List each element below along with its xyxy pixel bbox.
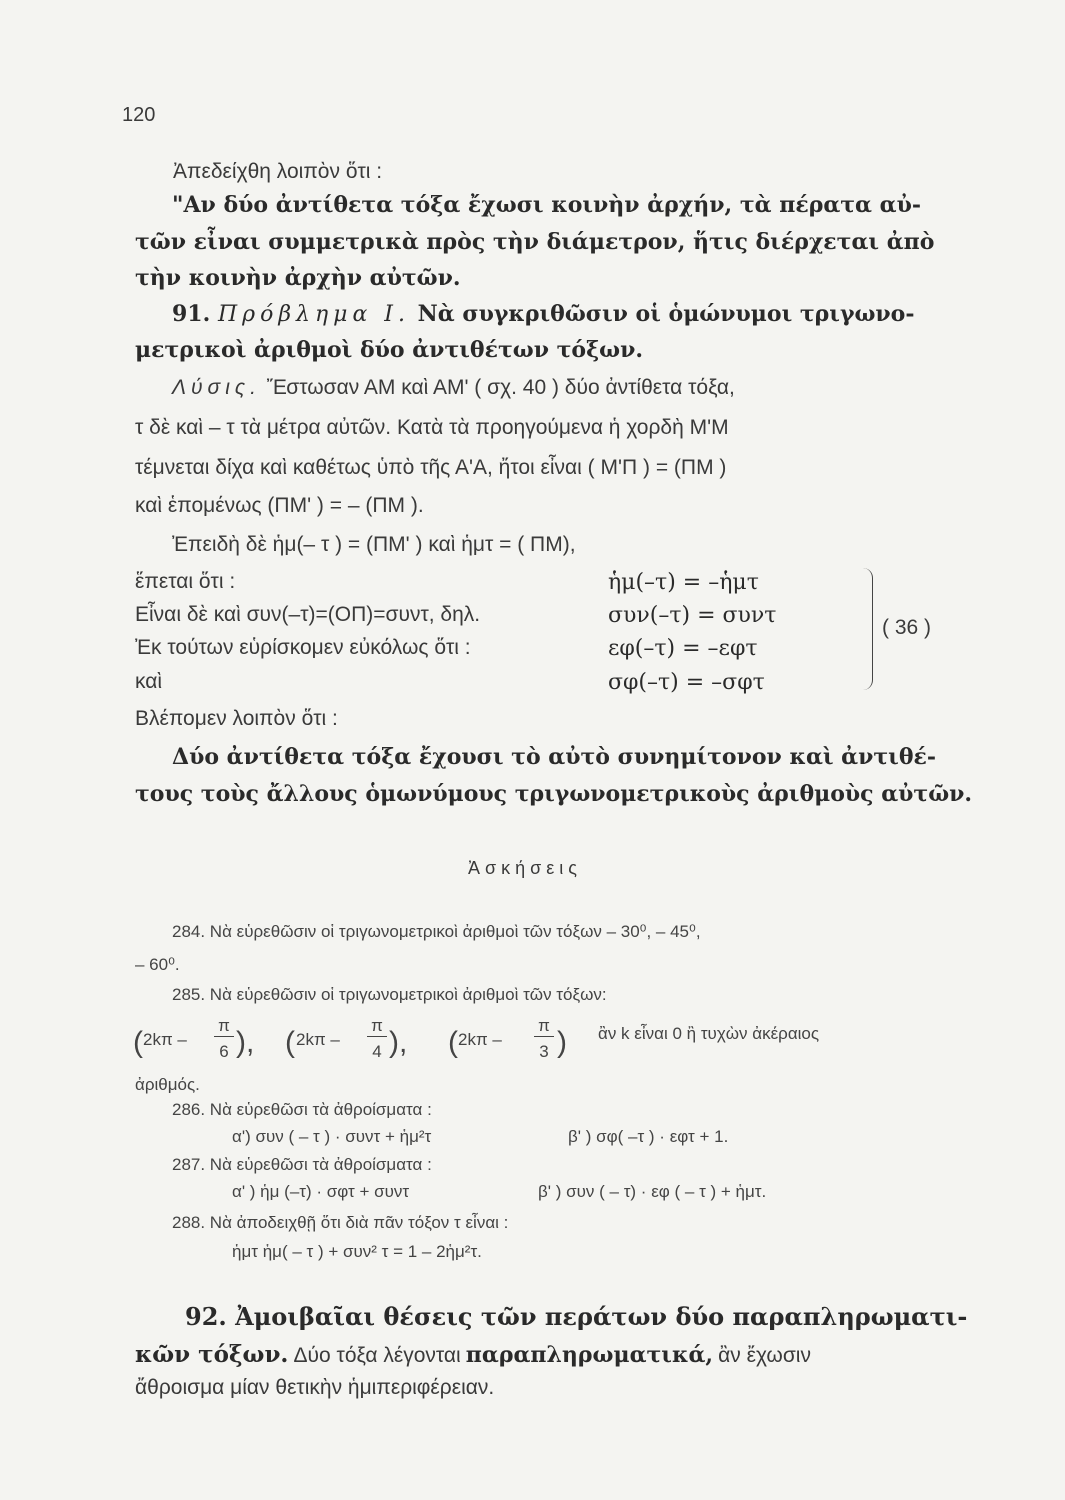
exercise-284: 284. Νὰ εὑρεθῶσιν οἱ τριγωνομετρικοὶ ἀριθμοὶ τῶν τόξων – 30⁰, – 45⁰, bbox=[172, 922, 701, 941]
formula-sf: σφ(–τ) = –σφτ bbox=[608, 670, 765, 695]
derivation-left-3: Ἐκ τούτων εὑρίσκομεν εὐκόλως ὅτι : bbox=[135, 636, 471, 659]
theorem-line-1: "Αν δύο ἀντίθετα τόξα ἔχωσι κοινὴν ἀρχήν, τὰ πέρατα αὐ- bbox=[172, 192, 921, 218]
section-92-line-2 bbox=[135, 1341, 811, 1368]
solution-line-2: τ δὲ καὶ – τ τὰ μέτρα αὐτῶν. Κατὰ τὰ προηγούμενα ἡ χορδὴ Μ'Μ bbox=[135, 416, 729, 439]
frac-2-lead: 2kπ – bbox=[296, 1030, 340, 1049]
section-92-text-a: Δύο τόξα λέγονται bbox=[293, 1344, 461, 1367]
paren-close-3: ) bbox=[557, 1026, 567, 1059]
formula-hm: ἡμ(–τ) = –ἡμτ bbox=[608, 570, 759, 595]
solution-text-1: Ἔστωσαν ΑΜ καὶ ΑΜ' ( σχ. 40 ) δύο ἀντίθετα τόξα, bbox=[266, 376, 735, 399]
frac-3-den: 3 bbox=[539, 1042, 549, 1061]
theorem-line-3: τὴν κοινὴν ἀρχὴν αὐτῶν. bbox=[135, 265, 461, 291]
conclusion-intro: Βλέπομεν λοιπὸν ὅτι : bbox=[135, 707, 338, 730]
solution-line-5: Ἐπειδὴ δὲ ἡμ(– τ ) = (ΠΜ' ) καὶ ἡμτ = ( ΠΜ), bbox=[172, 533, 576, 556]
frac-3-num: π bbox=[534, 1016, 554, 1037]
equation-number: ( 36 ) bbox=[882, 616, 932, 639]
page-number: 120 bbox=[122, 104, 156, 126]
paren-open-1: ( bbox=[133, 1026, 143, 1059]
frac-1-num: π bbox=[214, 1016, 234, 1037]
problem-text-2: μετρικοὶ ἀριθμοὶ δύο ἀντιθέτων τόξων. bbox=[135, 337, 643, 363]
exercise-285-tail: ἂν k εἶναι 0 ἢ τυχὼν ἀκέραιος bbox=[598, 1024, 820, 1043]
exercise-286: 286. Νὰ εὑρεθῶσι τὰ ἀθροίσματα : bbox=[172, 1100, 432, 1119]
paren-close-2: ), bbox=[389, 1026, 408, 1059]
frac-2-den: 4 bbox=[372, 1042, 382, 1061]
exercise-286-a: α') συν ( – τ ) · συντ + ἡμ²τ bbox=[232, 1127, 432, 1146]
paren-open-3: ( bbox=[448, 1026, 458, 1059]
solution-line-1 bbox=[172, 376, 735, 400]
section-92-definition: παραπληρωματικά, bbox=[465, 1342, 714, 1368]
equation-brace bbox=[862, 568, 873, 690]
conclusion-line-2: τους τοὺς ἄλλους ὁμωνύμους τριγωνομετρικοὺς ἀριθμοὺς αὐτῶν. bbox=[135, 781, 973, 807]
section-92-line-3: ἄθροισμα μίαν θετικὴν ἡμιπεριφέρειαν. bbox=[135, 1376, 495, 1399]
frac-2-num: π bbox=[367, 1016, 387, 1037]
section-92-term: κῶν τόξων. bbox=[135, 1341, 289, 1368]
exercise-286-b: β' ) σφ( –τ ) · εφτ + 1. bbox=[568, 1127, 729, 1146]
frac-3-lead: 2kπ – bbox=[458, 1030, 502, 1049]
formula-ef: εφ(–τ) = –εφτ bbox=[608, 636, 758, 661]
exercise-285-end: ἀριθμός. bbox=[135, 1075, 200, 1094]
derivation-left-1: ἕπεται ὅτι : bbox=[135, 570, 236, 593]
frac-1-lead: 2kπ – bbox=[143, 1030, 187, 1049]
solution-label: Λύσις. bbox=[172, 376, 261, 399]
intro-text: Ἀπεδείχθη λοιπὸν ὅτι : bbox=[173, 160, 383, 183]
section-92-text-c: ἂν ἔχωσιν bbox=[718, 1344, 811, 1367]
exercise-288-a: ἡμτ ἡμ( – τ ) + συν² τ = 1 – 2ἡμ²τ. bbox=[232, 1242, 482, 1261]
paren-open-2: ( bbox=[285, 1026, 295, 1059]
problem-number: 91. bbox=[172, 301, 211, 327]
derivation-left-4: καὶ bbox=[135, 670, 163, 693]
derivation-left-2: Εἶναι δὲ καὶ συν(–τ)=(ΟΠ)=συντ, δηλ. bbox=[135, 603, 481, 626]
problem-heading bbox=[172, 301, 915, 327]
problem-label: Πρόβλημα Ι. bbox=[217, 302, 410, 327]
exercises-heading: Ἀσκήσεις bbox=[468, 858, 582, 878]
formula-syn: συν(–τ) = συντ bbox=[608, 603, 777, 628]
exercise-285: 285. Νὰ εὑρεθῶσιν οἱ τριγωνομετρικοὶ ἀριθμοὶ τῶν τόξων: bbox=[172, 985, 607, 1004]
theorem-line-2: τῶν εἶναι συμμετρικὰ πρὸς τὴν διάμετρον, ἥτις διέρχεται ἀπὸ bbox=[135, 229, 935, 255]
conclusion-line-1: Δύο ἀντίθετα τόξα ἔχουσι τὸ αὐτὸ συνημίτονον καὶ ἀντιθέ- bbox=[172, 744, 936, 770]
exercise-287-a: α' ) ἡμ (–τ) · σφτ + συντ bbox=[232, 1182, 410, 1201]
frac-1-den: 6 bbox=[219, 1042, 229, 1061]
section-92-title: 92. Ἀμοιβαῖαι θέσεις τῶν περάτων δύο παραπληρωματι- bbox=[185, 1302, 968, 1331]
exercise-287: 287. Νὰ εὑρεθῶσι τὰ ἀθροίσματα : bbox=[172, 1155, 432, 1174]
paren-close-1: ), bbox=[236, 1026, 255, 1059]
exercise-288: 288. Νὰ ἀποδειχθῇ ὅτι διὰ πᾶν τόξον τ εἶναι : bbox=[172, 1213, 509, 1232]
problem-text-1: Νὰ συγκριθῶσιν οἱ ὁμώνυμοι τριγωνο- bbox=[417, 301, 915, 327]
solution-line-3: τέμνεται δίχα καὶ καθέτως ὑπὸ τῆς Α'Α, ἤτοι εἶναι ( Μ'Π ) = (ΠΜ ) bbox=[135, 456, 727, 479]
exercise-284-cont: – 60⁰. bbox=[135, 955, 180, 974]
solution-line-4: καὶ ἑπομένως (ΠΜ' ) = – (ΠΜ ). bbox=[135, 494, 424, 517]
exercise-287-b: β' ) συν ( – τ) · εφ ( – τ ) + ἡμτ. bbox=[538, 1182, 767, 1201]
